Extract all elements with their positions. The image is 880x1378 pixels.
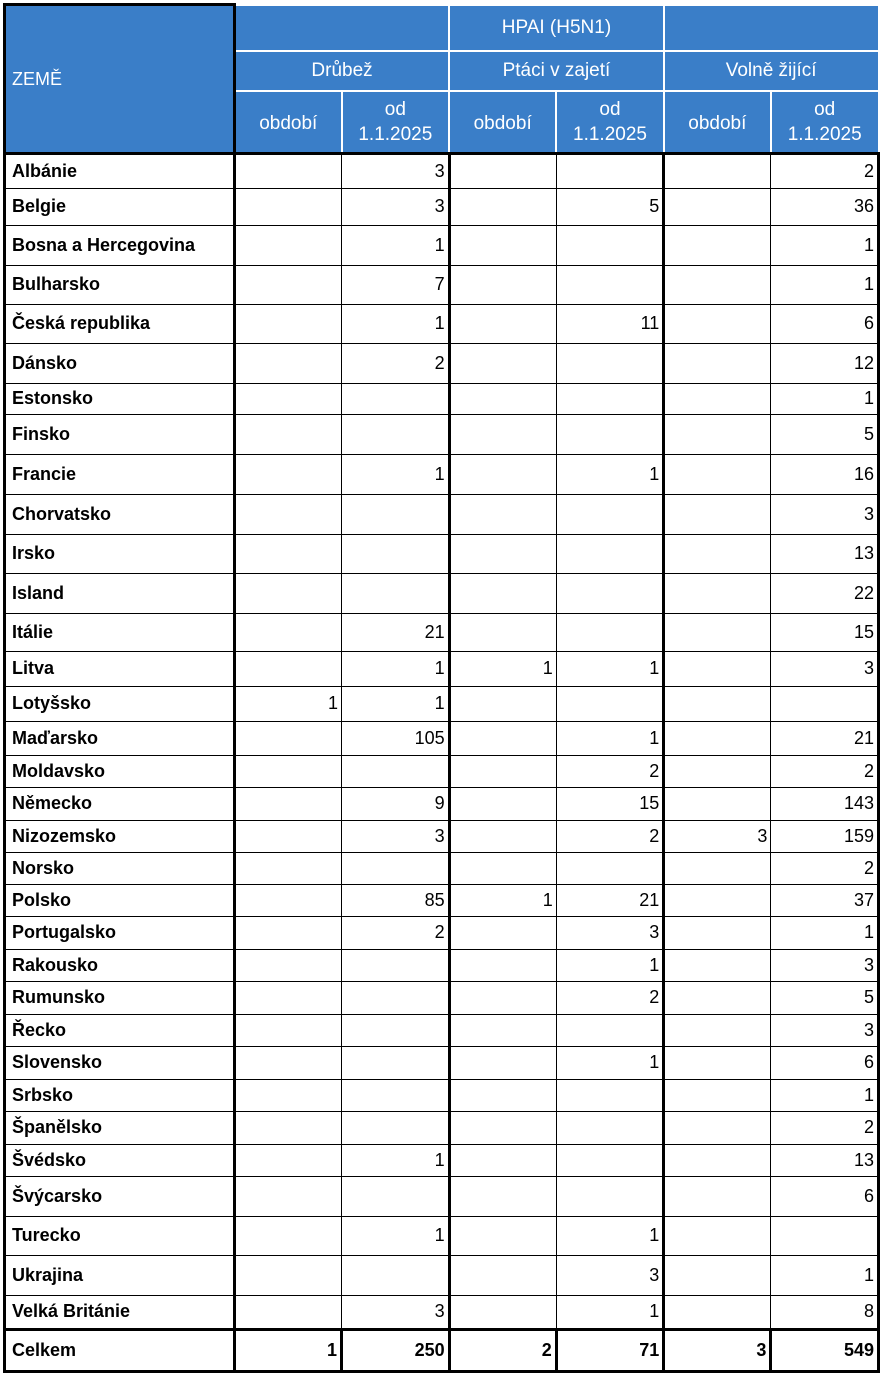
value-cell: 21: [556, 884, 664, 916]
country-name: Moldavsko: [5, 755, 235, 787]
value-cell: [664, 1176, 771, 1216]
value-cell: [449, 1111, 556, 1144]
table-row: [5, 265, 879, 304]
country-name: Rumunsko: [5, 981, 235, 1014]
value-cell: 11: [556, 304, 664, 343]
value-cell: 6: [771, 304, 879, 343]
value-cell: 3: [556, 916, 664, 949]
country-name: Irsko: [5, 534, 235, 573]
value-cell: 1: [556, 651, 664, 686]
value-cell: [449, 820, 556, 852]
country-name: Dánsko: [5, 343, 235, 383]
value-cell: [234, 1255, 341, 1295]
value-cell: [449, 265, 556, 304]
table-row: [5, 1111, 879, 1144]
group-header-poultry: Drůbež: [234, 51, 449, 91]
country-name: Rakousko: [5, 949, 235, 981]
value-cell: 15: [771, 613, 879, 651]
value-cell: [664, 651, 771, 686]
value-cell: [449, 225, 556, 265]
table-row: [5, 916, 879, 949]
subheader-since-line1: od: [599, 98, 621, 120]
value-cell: [664, 454, 771, 494]
subheader-since-line1: od: [814, 98, 836, 120]
value-cell: 21: [342, 613, 450, 651]
country-name: Chorvatsko: [5, 494, 235, 534]
country-name: Bosna a Hercegovina: [5, 225, 235, 265]
table-row: [5, 1255, 879, 1295]
value-cell: [449, 1295, 556, 1329]
value-cell: [449, 534, 556, 573]
value-cell: [556, 852, 664, 884]
value-cell: [556, 153, 664, 188]
value-cell: [342, 1176, 450, 1216]
table-row: [5, 981, 879, 1014]
table-row: [5, 1046, 879, 1079]
value-cell: 8: [771, 1295, 879, 1329]
value-cell: [342, 755, 450, 787]
subheader-since-2025: [556, 91, 664, 154]
value-cell: 3: [556, 1255, 664, 1295]
table-row: [5, 534, 879, 573]
value-cell: [449, 153, 556, 188]
value-cell: [449, 1144, 556, 1176]
value-cell: [342, 1046, 450, 1079]
value-cell: [556, 414, 664, 454]
value-cell: 1: [556, 721, 664, 755]
value-cell: [234, 1176, 341, 1216]
value-cell: [449, 755, 556, 787]
table-row: [5, 787, 879, 820]
value-cell: [234, 651, 341, 686]
table-row: [5, 343, 879, 383]
value-cell: [449, 981, 556, 1014]
value-cell: 1: [771, 265, 879, 304]
value-cell: [664, 494, 771, 534]
country-name: Island: [5, 573, 235, 613]
value-cell: [234, 414, 341, 454]
value-cell: [449, 686, 556, 721]
group-header-captive-birds: Ptáci v zajetí: [449, 51, 664, 91]
value-cell: [664, 787, 771, 820]
value-cell: [556, 225, 664, 265]
country-name: Švýcarsko: [5, 1176, 235, 1216]
value-cell: [234, 454, 341, 494]
value-cell: [449, 343, 556, 383]
table-row: [5, 383, 879, 414]
country-column-header: ZEMĚ: [5, 5, 235, 154]
country-name: Belgie: [5, 188, 235, 225]
value-cell: [556, 573, 664, 613]
value-cell: 9: [342, 787, 450, 820]
value-cell: [234, 613, 341, 651]
table-row: [5, 1144, 879, 1176]
value-cell: [664, 1014, 771, 1046]
value-cell: [234, 304, 341, 343]
value-cell: [234, 721, 341, 755]
value-cell: [664, 304, 771, 343]
value-cell: [234, 755, 341, 787]
value-cell: [664, 1216, 771, 1255]
value-cell: [234, 1014, 341, 1046]
value-cell: 3: [664, 820, 771, 852]
value-cell: [449, 613, 556, 651]
table-row: [5, 225, 879, 265]
value-cell: [556, 1176, 664, 1216]
value-cell: [556, 1111, 664, 1144]
value-cell: [234, 265, 341, 304]
value-cell: [449, 1079, 556, 1111]
value-cell: [449, 188, 556, 225]
value-cell: 1: [234, 686, 341, 721]
value-cell: 1: [342, 651, 450, 686]
table-row: [5, 1014, 879, 1046]
country-name: Itálie: [5, 613, 235, 651]
value-cell: [342, 383, 450, 414]
value-cell: [664, 573, 771, 613]
value-cell: [664, 686, 771, 721]
table-row: [5, 884, 879, 916]
value-cell: [342, 534, 450, 573]
country-name: Lotyšsko: [5, 686, 235, 721]
value-cell: [234, 188, 341, 225]
value-cell: [664, 188, 771, 225]
value-cell: [234, 573, 341, 613]
subheader-period: období: [234, 91, 341, 154]
country-name: Norsko: [5, 852, 235, 884]
value-cell: 3: [771, 651, 879, 686]
value-cell: [664, 343, 771, 383]
value-cell: [449, 949, 556, 981]
value-cell: [234, 494, 341, 534]
value-cell: [771, 1216, 879, 1255]
value-cell: [234, 916, 341, 949]
value-cell: 3: [342, 153, 450, 188]
value-cell: [342, 1079, 450, 1111]
value-cell: [556, 1079, 664, 1111]
hpai-outbreak-table: [3, 3, 880, 1373]
value-cell: 2: [342, 343, 450, 383]
value-cell: [664, 981, 771, 1014]
value-cell: [664, 852, 771, 884]
country-name: Litva: [5, 651, 235, 686]
value-cell: [342, 852, 450, 884]
value-cell: [664, 534, 771, 573]
table-row: [5, 1216, 879, 1255]
value-cell: 2: [771, 153, 879, 188]
value-cell: 16: [771, 454, 879, 494]
value-cell: 1: [342, 454, 450, 494]
value-cell: 1: [771, 383, 879, 414]
value-cell: [342, 1111, 450, 1144]
value-cell: [342, 1014, 450, 1046]
country-name: Bulharsko: [5, 265, 235, 304]
value-cell: 15: [556, 787, 664, 820]
value-cell: 5: [556, 188, 664, 225]
country-name: Španělsko: [5, 1111, 235, 1144]
subheader-since-line1: od: [384, 98, 406, 120]
value-cell: [664, 1079, 771, 1111]
total-value-cell: 549: [771, 1329, 879, 1371]
value-cell: [664, 721, 771, 755]
value-cell: 3: [771, 494, 879, 534]
value-cell: [664, 1295, 771, 1329]
value-cell: 6: [771, 1176, 879, 1216]
value-cell: [342, 949, 450, 981]
value-cell: [234, 852, 341, 884]
table-row: [5, 414, 879, 454]
value-cell: [449, 573, 556, 613]
value-cell: [556, 613, 664, 651]
value-cell: [664, 1111, 771, 1144]
value-cell: 1: [556, 1216, 664, 1255]
value-cell: [342, 981, 450, 1014]
value-cell: [234, 383, 341, 414]
value-cell: 3: [342, 188, 450, 225]
value-cell: [234, 1079, 341, 1111]
country-name: Německo: [5, 787, 235, 820]
value-cell: [449, 1255, 556, 1295]
value-cell: 22: [771, 573, 879, 613]
value-cell: 105: [342, 721, 450, 755]
value-cell: [234, 1111, 341, 1144]
value-cell: [342, 573, 450, 613]
value-cell: [449, 721, 556, 755]
value-cell: [234, 534, 341, 573]
value-cell: 159: [771, 820, 879, 852]
value-cell: [556, 265, 664, 304]
country-name: Turecko: [5, 1216, 235, 1255]
value-cell: [556, 343, 664, 383]
value-cell: [234, 343, 341, 383]
disease-header: HPAI (H5N1): [449, 5, 664, 51]
country-name: Francie: [5, 454, 235, 494]
value-cell: [234, 1295, 341, 1329]
country-name: Ukrajina: [5, 1255, 235, 1295]
value-cell: 37: [771, 884, 879, 916]
total-value-cell: 71: [556, 1329, 664, 1371]
total-value-cell: 3: [664, 1329, 771, 1371]
value-cell: [664, 1046, 771, 1079]
value-cell: [342, 494, 450, 534]
value-cell: [234, 1216, 341, 1255]
country-name: Albánie: [5, 153, 235, 188]
value-cell: [234, 820, 341, 852]
value-cell: [234, 949, 341, 981]
value-cell: 1: [771, 225, 879, 265]
value-cell: 3: [342, 1295, 450, 1329]
value-cell: [449, 1014, 556, 1046]
header-blank-right: [664, 5, 879, 51]
value-cell: [449, 787, 556, 820]
table-row: [5, 1176, 879, 1216]
total-value-cell: 1: [234, 1329, 341, 1371]
value-cell: 1: [556, 949, 664, 981]
value-cell: [556, 1144, 664, 1176]
country-name: Estonsko: [5, 383, 235, 414]
country-name: Česká republika: [5, 304, 235, 343]
value-cell: [664, 884, 771, 916]
value-cell: [664, 414, 771, 454]
subheader-since-line2: 1.1.2025: [573, 123, 647, 145]
subheader-since-2025: [342, 91, 450, 154]
total-value-cell: 2: [449, 1329, 556, 1371]
table-row: [5, 852, 879, 884]
value-cell: [449, 852, 556, 884]
value-cell: 2: [771, 1111, 879, 1144]
value-cell: [234, 1144, 341, 1176]
value-cell: [664, 916, 771, 949]
value-cell: 1: [556, 1046, 664, 1079]
country-name: Slovensko: [5, 1046, 235, 1079]
total-value-cell: 250: [342, 1329, 450, 1371]
table-row: [5, 188, 879, 225]
value-cell: 5: [771, 414, 879, 454]
table-row: [5, 949, 879, 981]
value-cell: 85: [342, 884, 450, 916]
value-cell: 2: [771, 755, 879, 787]
table-row: [5, 755, 879, 787]
subheader-period: období: [664, 91, 771, 154]
value-cell: 1: [556, 454, 664, 494]
table-row: [5, 153, 879, 188]
header-blank-left: [234, 5, 449, 51]
value-cell: 3: [342, 820, 450, 852]
value-cell: 5: [771, 981, 879, 1014]
value-cell: 2: [556, 820, 664, 852]
table-row: [5, 820, 879, 852]
table-row: [5, 613, 879, 651]
value-cell: 1: [449, 884, 556, 916]
value-cell: 12: [771, 343, 879, 383]
value-cell: [342, 1255, 450, 1295]
table-row: [5, 494, 879, 534]
value-cell: [664, 383, 771, 414]
table-row: [5, 573, 879, 613]
value-cell: [664, 153, 771, 188]
value-cell: 13: [771, 1144, 879, 1176]
table-row: [5, 1079, 879, 1111]
value-cell: 1: [771, 1255, 879, 1295]
value-cell: [556, 534, 664, 573]
country-name: Finsko: [5, 414, 235, 454]
value-cell: [449, 1046, 556, 1079]
value-cell: 1: [449, 651, 556, 686]
value-cell: 3: [771, 949, 879, 981]
value-cell: 6: [771, 1046, 879, 1079]
table-row: [5, 651, 879, 686]
value-cell: [556, 383, 664, 414]
value-cell: [664, 265, 771, 304]
table-row: [5, 721, 879, 755]
table-row: [5, 304, 879, 343]
value-cell: 1: [771, 1079, 879, 1111]
total-label: Celkem: [5, 1329, 235, 1371]
value-cell: 13: [771, 534, 879, 573]
country-name: Velká Británie: [5, 1295, 235, 1329]
value-cell: [556, 686, 664, 721]
value-cell: 2: [556, 981, 664, 1014]
value-cell: 21: [771, 721, 879, 755]
value-cell: [449, 916, 556, 949]
value-cell: [234, 884, 341, 916]
country-name: Srbsko: [5, 1079, 235, 1111]
value-cell: 1: [342, 304, 450, 343]
total-row: [5, 1329, 879, 1371]
subheader-since-line2: 1.1.2025: [787, 123, 862, 145]
value-cell: 2: [342, 916, 450, 949]
value-cell: [449, 414, 556, 454]
value-cell: 7: [342, 265, 450, 304]
value-cell: 2: [771, 852, 879, 884]
value-cell: 3: [771, 1014, 879, 1046]
value-cell: [449, 1216, 556, 1255]
table-row: [5, 454, 879, 494]
value-cell: 1: [342, 1216, 450, 1255]
country-name: Švédsko: [5, 1144, 235, 1176]
subheader-since-line2: 1.1.2025: [358, 123, 433, 145]
value-cell: 1: [556, 1295, 664, 1329]
subheader-since-2025: [771, 91, 879, 154]
country-name: Maďarsko: [5, 721, 235, 755]
country-name: Řecko: [5, 1014, 235, 1046]
value-cell: [342, 414, 450, 454]
value-cell: 2: [556, 755, 664, 787]
group-header-wild-birds: Volně žijící: [664, 51, 879, 91]
value-cell: [664, 755, 771, 787]
value-cell: [556, 1014, 664, 1046]
value-cell: [234, 225, 341, 265]
value-cell: [664, 1144, 771, 1176]
value-cell: [664, 225, 771, 265]
country-name: Nizozemsko: [5, 820, 235, 852]
country-name: Portugalsko: [5, 916, 235, 949]
value-cell: 36: [771, 188, 879, 225]
value-cell: [449, 454, 556, 494]
country-name: Polsko: [5, 884, 235, 916]
value-cell: [449, 494, 556, 534]
value-cell: [449, 1176, 556, 1216]
value-cell: [771, 686, 879, 721]
value-cell: [449, 383, 556, 414]
value-cell: [234, 981, 341, 1014]
value-cell: [556, 494, 664, 534]
table-row: [5, 686, 879, 721]
value-cell: [234, 153, 341, 188]
value-cell: [234, 1046, 341, 1079]
table-row: [5, 1295, 879, 1329]
value-cell: 1: [342, 1144, 450, 1176]
value-cell: [234, 787, 341, 820]
value-cell: [664, 949, 771, 981]
value-cell: [664, 613, 771, 651]
value-cell: 1: [342, 686, 450, 721]
value-cell: [449, 304, 556, 343]
subheader-period: období: [449, 91, 556, 154]
value-cell: [664, 1255, 771, 1295]
value-cell: 1: [342, 225, 450, 265]
value-cell: 1: [771, 916, 879, 949]
value-cell: 143: [771, 787, 879, 820]
